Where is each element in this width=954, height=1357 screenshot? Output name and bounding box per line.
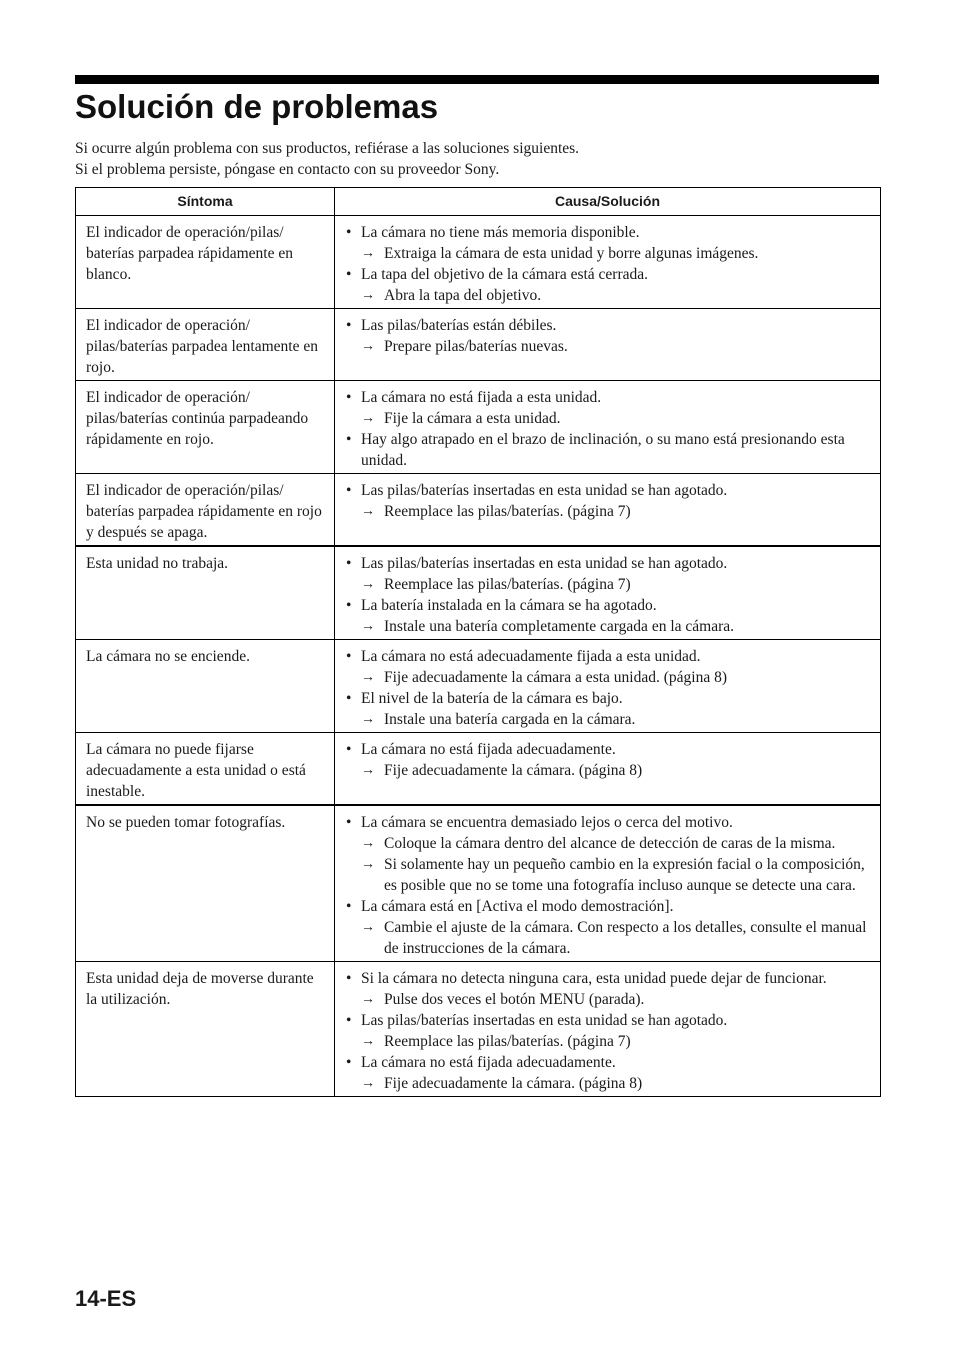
symptom-cell: Esta unidad deja de moverse durante la utilización. [76, 962, 335, 1097]
symptom-cell: El indicador de operación/ pilas/baterías parpadea lentamente en rojo. [76, 309, 335, 381]
cause-text: Las pilas/baterías insertadas en esta unidad se han agotado. [361, 1012, 728, 1029]
cause-cell [335, 381, 881, 474]
cause-cell [335, 805, 881, 962]
remedy-text: Coloque la cámara dentro del alcance de detección de caras de la misma. [384, 835, 836, 852]
cause-cell [335, 640, 881, 733]
cause-item [345, 387, 872, 408]
bullet-icon: • [346, 317, 352, 334]
arrow-right-icon: → [361, 920, 375, 935]
remedy-text: Pulse dos veces el botón MENU (parada). [384, 991, 645, 1008]
arrow-right-icon: → [361, 1076, 375, 1091]
intro-text [75, 138, 579, 180]
arrow-right-icon: → [361, 670, 375, 685]
cause-cell [335, 216, 881, 309]
cause-item [345, 429, 872, 471]
cause-item [345, 264, 872, 285]
page-title: Solución de problemas [75, 88, 439, 125]
arrow-right-icon: → [361, 712, 375, 727]
cause-item [345, 1052, 872, 1073]
remedy-item [345, 1031, 872, 1052]
bullet-icon: • [346, 690, 352, 707]
symptom-cell: El indicador de operación/pilas/ baterías parpadea rápidamente en blanco. [76, 216, 335, 309]
table-row [76, 381, 881, 474]
bullet-icon: • [346, 648, 352, 665]
remedy-text: Prepare pilas/baterías nuevas. [384, 338, 568, 355]
bullet-icon: • [346, 741, 352, 758]
remedy-item [345, 501, 872, 522]
cause-item [345, 812, 872, 833]
cause-cell [335, 962, 881, 1097]
cause-text: Las pilas/baterías están débiles. [361, 317, 557, 334]
bullet-icon: • [346, 431, 352, 448]
remedy-item [345, 336, 872, 357]
remedy-item [345, 917, 872, 959]
remedy-text: Abra la tapa del objetivo. [384, 287, 542, 304]
arrow-right-icon: → [361, 992, 375, 1007]
table-row [76, 962, 881, 1097]
bullet-icon: • [346, 1012, 352, 1029]
cause-item [345, 646, 872, 667]
cause-text: La cámara no tiene más memoria disponible. [361, 224, 640, 241]
table-row [76, 733, 881, 806]
cause-item [345, 739, 872, 760]
symptom-cell: El indicador de operación/ pilas/baterías continúa parpadeando rápidamente en rojo. [76, 381, 335, 474]
bullet-icon: • [346, 224, 352, 241]
bullet-icon: • [346, 389, 352, 406]
remedy-text: Instale una batería cargada en la cámara. [384, 711, 636, 728]
cause-item [345, 688, 872, 709]
cause-item [345, 315, 872, 336]
page-number: 14-ES [75, 1286, 137, 1311]
bullet-icon: • [346, 1054, 352, 1071]
table-header-row [76, 188, 881, 216]
cause-text: La cámara no está fijada adecuadamente. [361, 1054, 616, 1071]
bullet-icon: • [346, 266, 352, 283]
cause-text: La batería instalada en la cámara se ha agotado. [361, 597, 657, 614]
remedy-text: Fije la cámara a esta unidad. [384, 410, 561, 427]
remedy-item [345, 667, 872, 688]
table-row [76, 474, 881, 547]
remedy-item [345, 285, 872, 306]
cause-text: La cámara no está fijada a esta unidad. [361, 389, 602, 406]
remedy-text: Fije adecuadamente la cámara. (página 8) [384, 1075, 643, 1092]
cause-item [345, 896, 872, 917]
remedy-item [345, 616, 872, 637]
symptom-cell: La cámara no puede fijarse adecuadamente a esta unidad o está inestable. [76, 733, 335, 806]
remedy-item [345, 709, 872, 730]
arrow-right-icon: → [361, 339, 375, 354]
arrow-right-icon: → [361, 1034, 375, 1049]
symptom-cell: La cámara no se enciende. [76, 640, 335, 733]
remedy-text: Instale una batería completamente cargada en la cámara. [384, 618, 734, 635]
cause-cell [335, 309, 881, 381]
table-body [76, 216, 881, 1097]
remedy-text: Reemplace las pilas/baterías. (página 7) [384, 576, 631, 593]
cause-cell [335, 474, 881, 547]
bullet-icon: • [346, 597, 352, 614]
cause-text: La cámara no está fijada adecuadamente. [361, 741, 616, 758]
cause-text: La cámara no está adecuadamente fijada a esta unidad. [361, 648, 701, 665]
bullet-icon: • [346, 814, 352, 831]
cause-text: El nivel de la batería de la cámara es bajo. [361, 690, 623, 707]
symptom-cell: No se pueden tomar fotografías. [76, 805, 335, 962]
arrow-right-icon: → [361, 763, 375, 778]
arrow-right-icon: → [361, 504, 375, 519]
remedy-item [345, 1073, 872, 1094]
header-cause: Causa/Solución [335, 188, 881, 216]
symptom-cell: Esta unidad no trabaja. [76, 546, 335, 640]
remedy-text: Fije adecuadamente la cámara. (página 8) [384, 762, 643, 779]
bullet-icon: • [346, 970, 352, 987]
header-rule [75, 75, 879, 84]
cause-text: Las pilas/baterías insertadas en esta unidad se han agotado. [361, 482, 728, 499]
remedy-item [345, 243, 872, 264]
table-row [76, 216, 881, 309]
cause-cell [335, 546, 881, 640]
bullet-icon: • [346, 482, 352, 499]
remedy-text: Reemplace las pilas/baterías. (página 7) [384, 1033, 631, 1050]
cause-item [345, 595, 872, 616]
cause-text: Si la cámara no detecta ninguna cara, esta unidad puede dejar de funcionar. [361, 970, 827, 987]
arrow-right-icon: → [361, 288, 375, 303]
header-symptom: Síntoma [76, 188, 335, 216]
arrow-right-icon: → [361, 246, 375, 261]
cause-text: Hay algo atrapado en el brazo de inclinación, o su mano está presionando esta unidad. [361, 431, 845, 469]
table-row [76, 546, 881, 640]
cause-item [345, 480, 872, 501]
arrow-right-icon: → [361, 577, 375, 592]
remedy-text: Reemplace las pilas/baterías. (página 7) [384, 503, 631, 520]
cause-text: La cámara se encuentra demasiado lejos o cerca del motivo. [361, 814, 733, 831]
symptom-cell: El indicador de operación/pilas/ baterías parpadea rápidamente en rojo y después se apaga. [76, 474, 335, 547]
cause-item [345, 222, 872, 243]
remedy-item [345, 833, 872, 854]
arrow-right-icon: → [361, 857, 375, 872]
cause-item [345, 1010, 872, 1031]
remedy-item [345, 574, 872, 595]
remedy-text: Cambie el ajuste de la cámara. Con respecto a los detalles, consulte el manual de instrucciones de la cámara. [384, 919, 867, 957]
cause-cell [335, 733, 881, 806]
troubleshooting-table [75, 187, 881, 1097]
arrow-right-icon: → [361, 411, 375, 426]
intro-line: Si el problema persiste, póngase en contacto con su proveedor Sony. [75, 161, 500, 178]
cause-item [345, 968, 872, 989]
table-row [76, 309, 881, 381]
table-row [76, 640, 881, 733]
arrow-right-icon: → [361, 619, 375, 634]
cause-item [345, 553, 872, 574]
remedy-item [345, 854, 872, 896]
bullet-icon: • [346, 898, 352, 915]
table-row [76, 805, 881, 962]
intro-line: Si ocurre algún problema con sus productos, refiérase a las soluciones siguientes. [75, 140, 580, 157]
remedy-item [345, 989, 872, 1010]
remedy-item [345, 760, 872, 781]
cause-text: La cámara está en [Activa el modo demostración]. [361, 898, 674, 915]
cause-text: Las pilas/baterías insertadas en esta unidad se han agotado. [361, 555, 728, 572]
remedy-text: Fije adecuadamente la cámara a esta unidad. (página 8) [384, 669, 727, 686]
cause-text: La tapa del objetivo de la cámara está cerrada. [361, 266, 649, 283]
remedy-item [345, 408, 872, 429]
bullet-icon: • [346, 555, 352, 572]
remedy-text: Si solamente hay un pequeño cambio en la expresión facial o la composición, es posible que no se tome una fotografía incluso aunque se detecte una cara. [384, 856, 865, 894]
remedy-text: Extraiga la cámara de esta unidad y borre algunas imágenes. [384, 245, 759, 262]
arrow-right-icon: → [361, 836, 375, 851]
